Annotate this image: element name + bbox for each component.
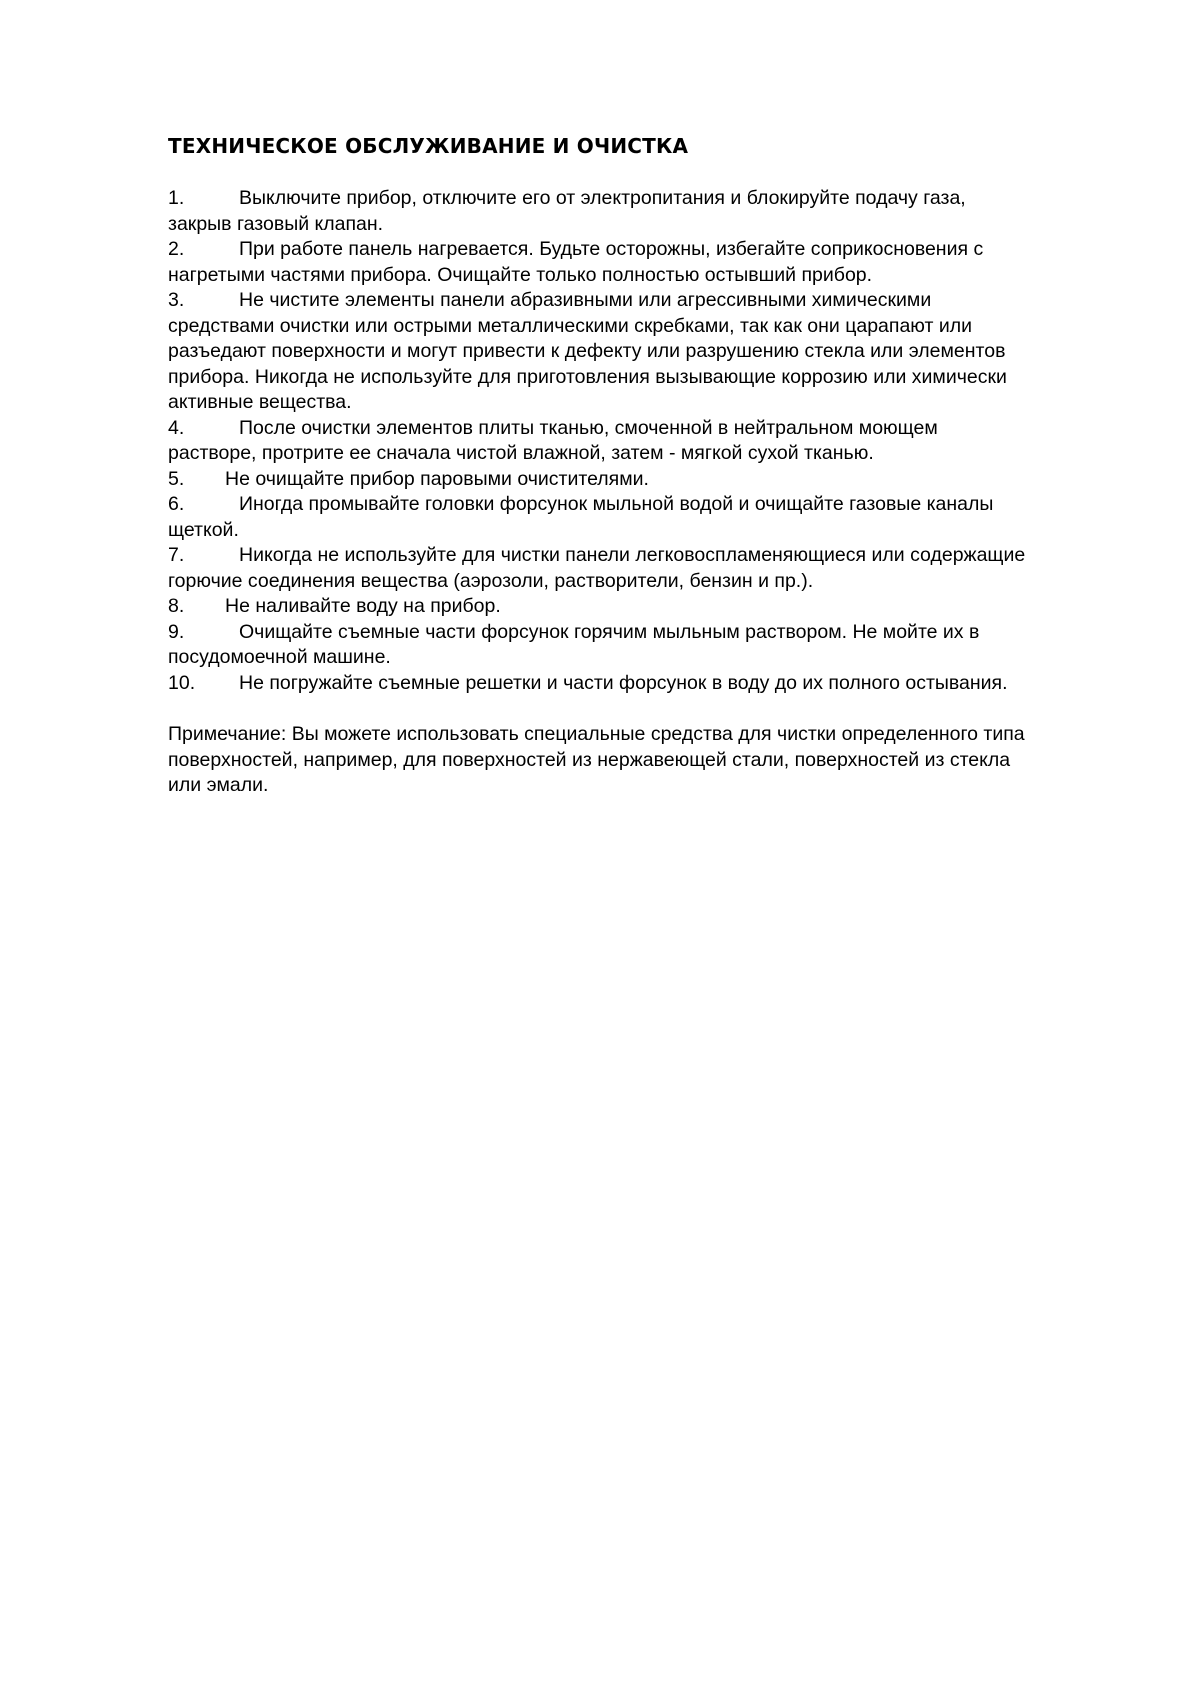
item-text: Не наливайте воду на прибор. (225, 595, 501, 617)
item-text: Очищайте съемные части форсунок горячим мыльным раствором. Не мойте их в посудомоечной машине. (168, 620, 980, 668)
page-title: ТЕХНИЧЕСКОЕ ОБСЛУЖИВАНИЕ И ОЧИСТКА (168, 134, 689, 158)
item-text: После очистки элементов плиты тканью, смоченной в нейтральном моющем растворе, протрите ее сначала чистой влажной, затем - мягкой сухой тканью. (168, 416, 938, 464)
item-number: 4. (168, 416, 185, 439)
item-number: 3. (168, 289, 185, 311)
item-number: 8. (168, 595, 185, 617)
item-number: 9. (168, 620, 185, 643)
item-number: 10. (168, 671, 196, 694)
list-item (168, 492, 1028, 543)
list-item (168, 671, 1028, 697)
list-item (168, 288, 1028, 416)
list-item (168, 186, 1028, 237)
item-text: Не погружайте съемные решетки и части форсунок в воду до их полного остывания. (239, 671, 1008, 694)
list-item (168, 594, 1028, 620)
instruction-list (168, 186, 1028, 696)
item-text: Не чистите элементы панели абразивными или агрессивными химическими средствами очистки или острыми металлическими скребками, так как они царапают или разъедают поверхности и могут привести к дефекту или разрушению стекла или элементов прибора. Никогда не используйте для приготовления вызывающие коррозию или химически активные вещества. (168, 289, 1007, 413)
item-number: 1. (168, 187, 185, 209)
list-item (168, 620, 1028, 671)
document-page (168, 133, 1028, 799)
item-text: При работе панель нагревается. Будьте осторожны, избегайте соприкосновения с нагретыми частями прибора. Очищайте только полностью остывший прибор. (168, 238, 984, 286)
item-text: Иногда промывайте головки форсунок мыльной водой и очищайте газовые каналы щеткой. (168, 493, 994, 541)
list-item (168, 543, 1028, 594)
item-text: Не очищайте прибор паровыми очистителями. (225, 467, 649, 490)
list-item (168, 467, 1028, 493)
item-number: 5. (168, 467, 185, 490)
list-item (168, 416, 1028, 467)
item-number: 6. (168, 493, 185, 515)
note-paragraph: Примечание: Вы можете использовать специальные средства для чистки определенного типа поверхностей, например, для поверхностей из нержавеющей стали, поверхностей из стекла или эмали. (168, 723, 1025, 796)
item-text: Никогда не используйте для чистки панели легковоспламеняющиеся или содержащие горючие соединения вещества (аэрозоли, растворители, бензин и пр.). (168, 544, 1026, 592)
item-text: Выключите прибор, отключите его от электропитания и блокируйте подачу газа, закрыв газовый клапан. (168, 187, 966, 235)
list-item (168, 237, 1028, 288)
item-number: 2. (168, 238, 185, 260)
item-number: 7. (168, 544, 185, 566)
